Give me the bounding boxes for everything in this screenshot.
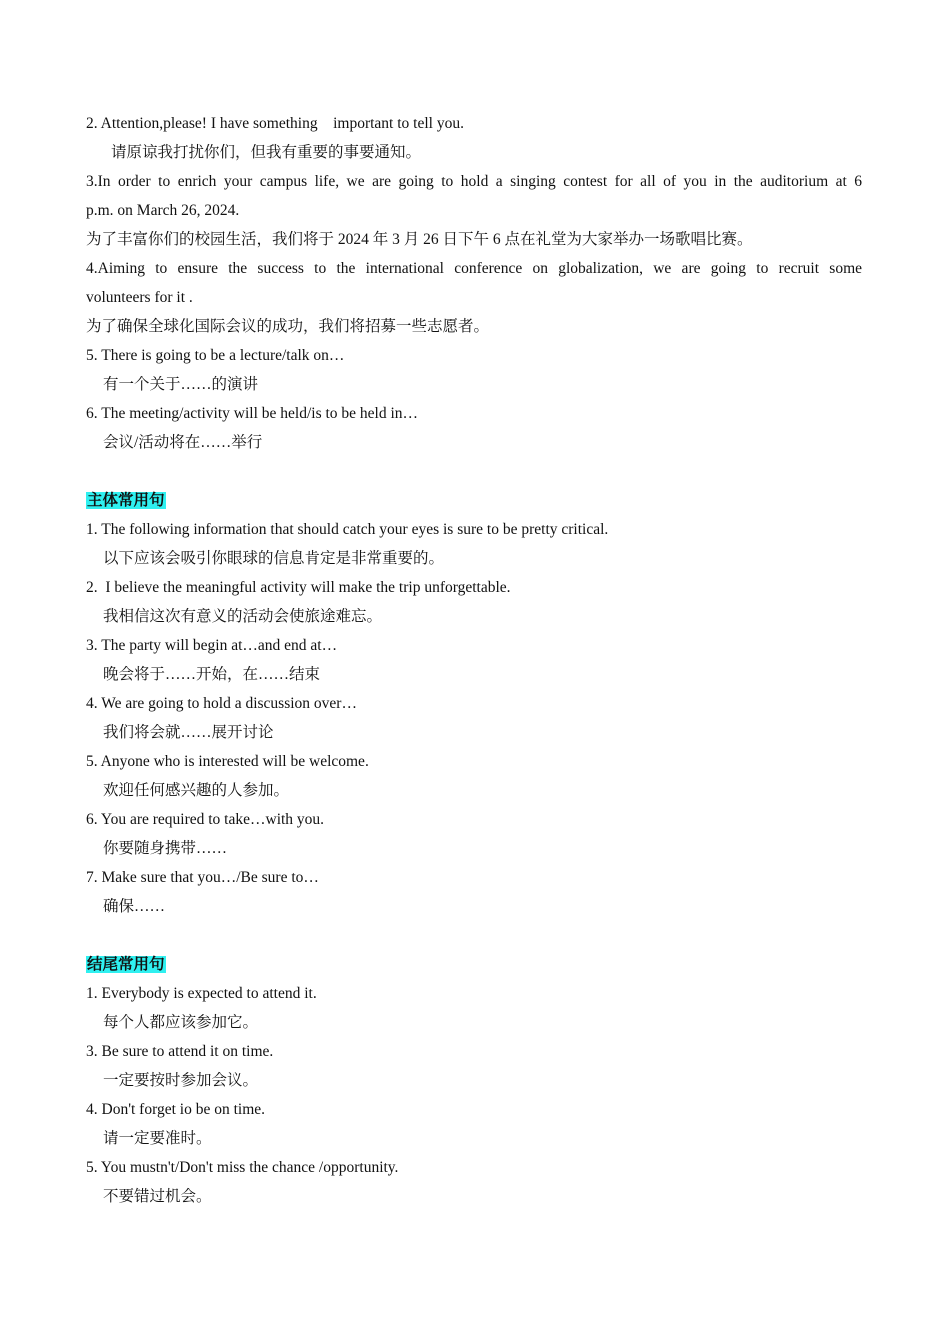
spacer: [86, 457, 862, 486]
sentence-zh: 你要随身携带……: [103, 840, 228, 857]
sentence-en: 2. Attention,please! I have something important to tell you.: [86, 115, 464, 132]
sentence-en: 4.Aiming to ensure the success to the international conference on globalization, we are going to recruit some: [86, 260, 862, 277]
sentence-zh: 晚会将于……开始，在……结束: [103, 666, 321, 683]
sentence-zh: 不要错过机会。: [103, 1188, 212, 1205]
document-page: [86, 109, 862, 1211]
sentence-zh: 我们将会就……展开讨论: [103, 724, 274, 741]
sentence-zh: 会议/活动将在……举行: [103, 434, 263, 451]
sentence-en-continued: volunteers for it .: [86, 289, 193, 306]
sentence-zh: 每个人都应该参加它。: [103, 1014, 259, 1031]
sentence-zh: 确保……: [103, 898, 166, 915]
sentence-en-continued: p.m. on March 26, 2024.: [86, 202, 240, 219]
sentence-en: 6. You are required to take…with you.: [86, 811, 325, 828]
sentence-en: 1. Everybody is expected to attend it.: [86, 985, 317, 1002]
sentence-en: 1. The following information that should catch your eyes is sure to be pretty critical.: [86, 521, 609, 538]
sentence-zh: 请原谅我打扰你们，但我有重要的事要通知。: [111, 144, 422, 161]
sentence-zh: 为了丰富你们的校园生活，我们将于 2024 年 3 月 26 日下午 6 点在礼堂为大家举办一场歌唱比赛。: [86, 231, 753, 248]
sentence-en: 5. There is going to be a lecture/talk on…: [86, 347, 345, 364]
section-heading: [86, 950, 862, 979]
sentence-zh: 一定要按时参加会议。: [103, 1072, 259, 1089]
section-heading-text: 结尾常用句: [87, 956, 165, 973]
sentence-en: 3. The party will begin at…and end at…: [86, 637, 338, 654]
sentence-en: 7. Make sure that you…/Be sure to…: [86, 869, 319, 886]
sentence-en: 5. Anyone who is interested will be welcome.: [86, 753, 369, 770]
sentence-zh: 有一个关于……的演讲: [103, 376, 259, 393]
sentence-en: 3. Be sure to attend it on time.: [86, 1043, 274, 1060]
section-heading-text: 主体常用句: [87, 492, 165, 509]
sentence-en: 6. The meeting/activity will be held/is to be held in…: [86, 405, 419, 422]
sentence-zh: 以下应该会吸引你眼球的信息肯定是非常重要的。: [103, 550, 445, 567]
sentence-zh: 我相信这次有意义的活动会使旅途难忘。: [103, 608, 383, 625]
sentence-en: 5. You mustn't/Don't miss the chance /opportunity.: [86, 1159, 399, 1176]
sentence-zh: 欢迎任何感兴趣的人参加。: [103, 782, 290, 799]
section-heading: [86, 486, 862, 515]
sentence-zh: 为了确保全球化国际会议的成功，我们将招募一些志愿者。: [86, 318, 490, 335]
spacer: [86, 921, 862, 950]
sentence-en: 4. We are going to hold a discussion over…: [86, 695, 357, 712]
sentence-en: 2. I believe the meaningful activity will make the trip unforgettable.: [86, 579, 511, 596]
sentence-en: 4. Don't forget io be on time.: [86, 1101, 266, 1118]
sentence-en: 3.In order to enrich your campus life, we are going to hold a singing contest for all of you in the auditorium at 6: [86, 173, 862, 190]
sentence-zh: 请一定要准时。: [103, 1130, 212, 1147]
